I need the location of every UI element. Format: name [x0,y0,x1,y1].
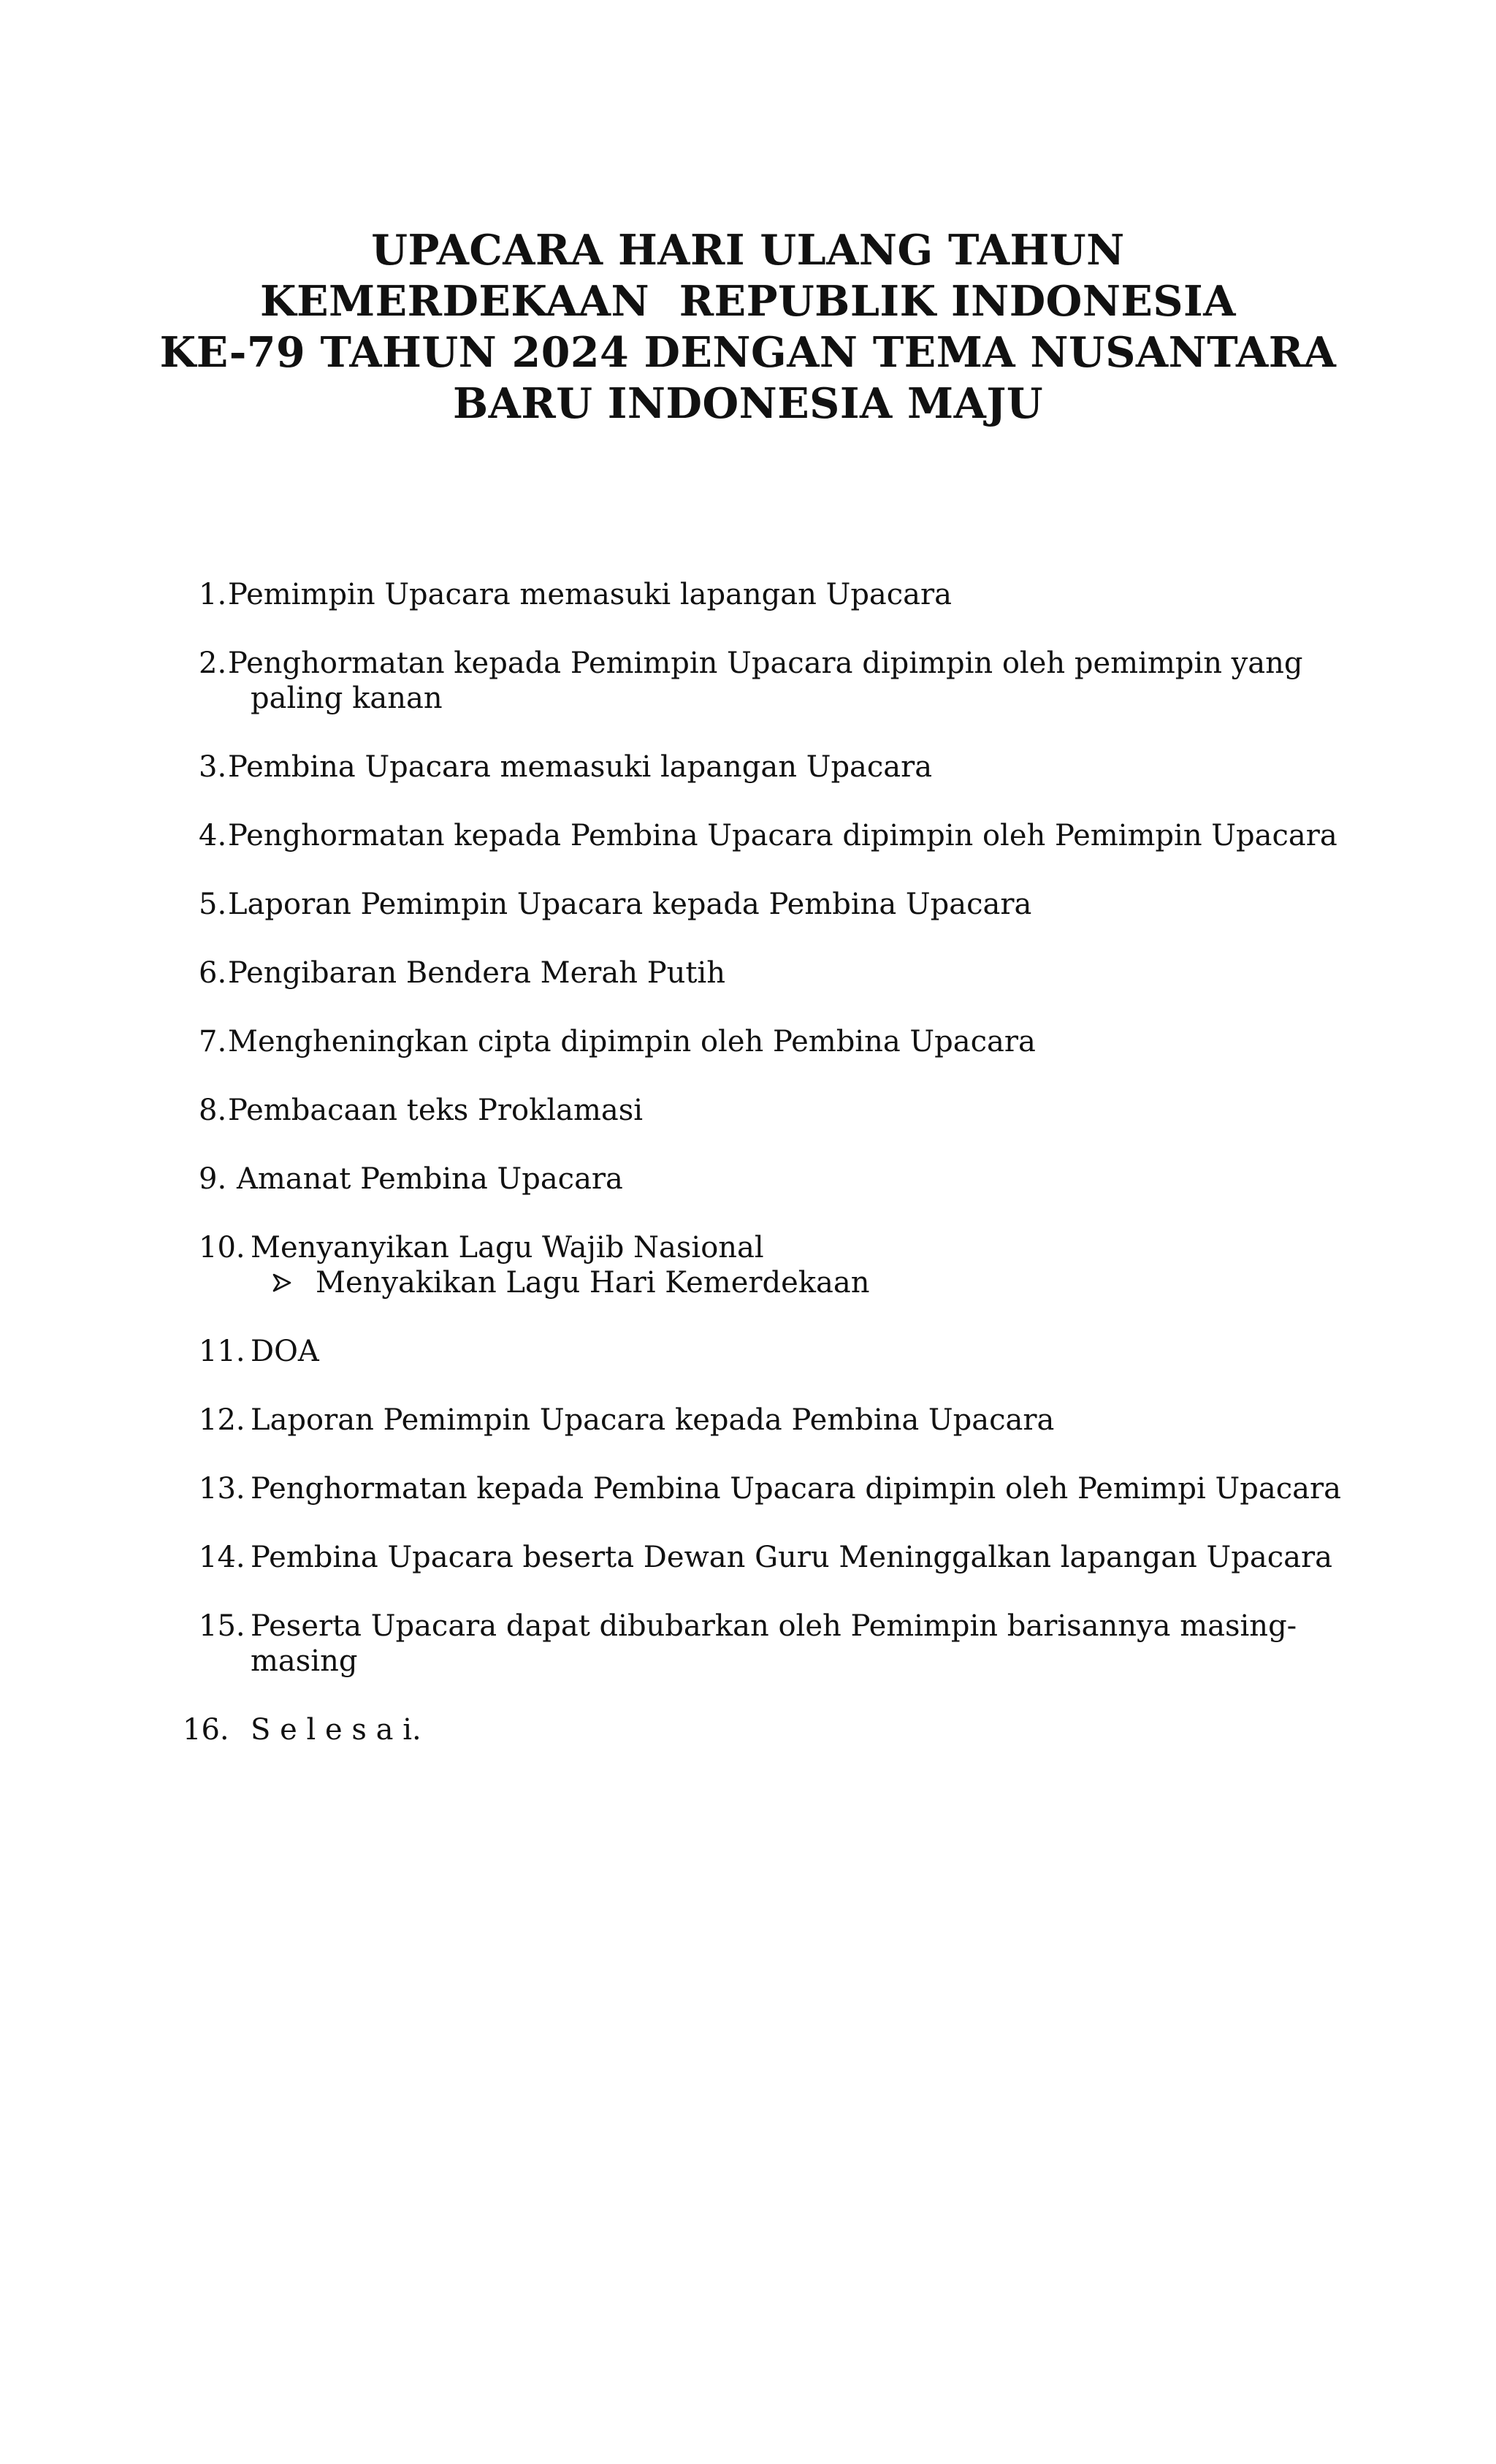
agenda-text: Penghormatan kepada Pemimpin Upacara dipimpin oleh pemimpin yang [228,646,1303,680]
agenda-number: 2. [199,646,227,680]
agenda-number: 9. [199,1162,227,1196]
agenda-text: Amanat Pembina Upacara [237,1162,623,1196]
agenda-number: 4. [199,819,227,853]
agenda-text: Laporan Pemimpin Upacara kepada Pembina Upacara [228,888,1032,921]
agenda-number: 10. [199,1231,245,1265]
agenda-number: 3. [199,750,227,784]
agenda-number: 1. [199,578,227,611]
agenda-number: 13. [199,1472,245,1506]
title-line-3: KE-79 TAHUN 2024 DENGAN TEMA NUSANTARA [159,328,1337,377]
agenda-text: Peserta Upacara dapat dibubarkan oleh Pemimpin barisannya masing- [251,1609,1297,1643]
agenda-text: Mengheningkan cipta dipimpin oleh Pembina Upacara [228,1025,1036,1059]
agenda-text: DOA [251,1335,319,1368]
agenda-text: Pembacaan teks Proklamasi [228,1094,644,1127]
agenda-text: Pemimpin Upacara memasuki lapangan Upacara [228,578,952,611]
agenda-text: Laporan Pemimpin Upacara kepada Pembina Upacara [251,1403,1055,1437]
agenda-number: 12. [199,1403,245,1437]
title-line-1: UPACARA HARI ULANG TAHUN [371,226,1125,275]
agenda-text-continued: masing [251,1644,358,1678]
agenda-text: Penghormatan kepada Pembina Upacara dipimpin oleh Pemimpin Upacara [228,819,1337,853]
agenda-number: 7. [199,1025,227,1059]
title-line-4: BARU INDONESIA MAJU [452,379,1044,428]
arrow-bullet-icon [272,1273,292,1293]
agenda-text: S e l e s a i. [251,1713,421,1747]
agenda-number: 14. [199,1541,245,1574]
agenda-text: Pembina Upacara memasuki lapangan Upacara [228,750,933,784]
agenda-number: 15. [199,1609,245,1643]
agenda-subitem: Menyakikan Lagu Hari Kemerdekaan [316,1266,870,1300]
agenda-text: Pembina Upacara beserta Dewan Guru Meninggalkan lapangan Upacara [251,1541,1332,1574]
title-line-2: KEMERDEKAAN REPUBLIK INDONESIA [260,277,1236,326]
agenda-number: 11. [199,1335,245,1368]
agenda-text: Menyanyikan Lagu Wajib Nasional [251,1231,764,1265]
agenda-number: 6. [199,956,227,990]
agenda-text: Pengibaran Bendera Merah Putih [228,956,726,990]
agenda-text: Penghormatan kepada Pembina Upacara dipimpin oleh Pemimpi Upacara [251,1472,1341,1506]
agenda-text-continued: paling kanan [251,682,443,715]
agenda-number: 5. [199,888,227,921]
agenda-number: 16. [183,1713,229,1747]
agenda-number: 8. [199,1094,227,1127]
